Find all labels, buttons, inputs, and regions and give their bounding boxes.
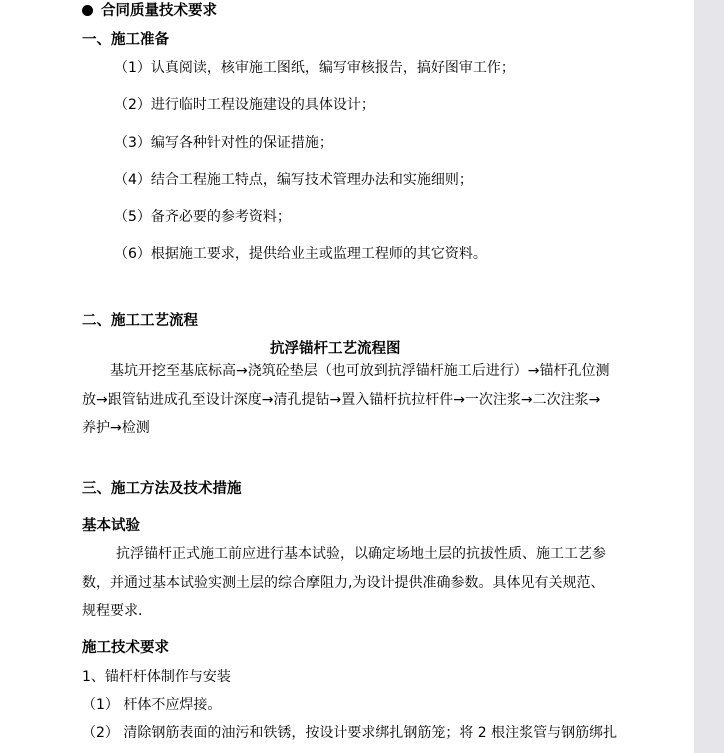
section-1-item-1: （1）认真阅读，核审施工图纸，编写审核报告，搞好图审工作； [114, 60, 515, 76]
basic-test-line-3: 规程要求. [82, 603, 143, 619]
subsection-1-title: 1、锚杆杆体制作与安装 [82, 669, 231, 685]
section-1-item-6: （6）根据施工要求，提供给业主或监理工程师的其它资料。 [114, 246, 487, 262]
flow-line-2: 放→跟管钻进成孔至设计深度→清孔提钻→置入锚杆抗拉杆件→一次注浆→二次注浆→ [82, 392, 601, 408]
bullet-icon [82, 5, 93, 16]
flow-chart-title: 抗浮锚杆工艺流程图 [270, 341, 401, 357]
section-1-item-2: （2）进行临时工程设施建设的具体设计； [114, 97, 375, 113]
section-2-title: 二、施工工艺流程 [82, 313, 198, 329]
tech-requirements-title: 施工技术要求 [82, 640, 169, 656]
subsection-1-item-2: （2） 清除钢筋表面的油污和铁锈，按设计要求绑扎钢筋笼；将 2 根注浆管与钢筋绑扎 [82, 725, 618, 741]
flow-line-1: 基坑开挖至基底标高→浇筑砼垫层（也可放到抗浮锚杆施工后进行）→锚杆孔位测 [110, 363, 610, 379]
section-1-title: 一、施工准备 [82, 32, 169, 48]
basic-test-line-1: 抗浮锚杆正式施工前应进行基本试验，以确定场地土层的抗拔性质、施工工艺参 [116, 546, 606, 562]
section-1-item-3: （3）编写各种针对性的保证措施； [114, 135, 333, 151]
basic-test-line-2: 数，并通过基本试验实测土层的综合摩阻力,为设计提供准确参数。具体见有关规范、 [82, 575, 605, 591]
subsection-1-item-1: （1） 杆体不应焊接。 [82, 697, 222, 713]
document-heading: 合同质量技术要求 [101, 3, 217, 19]
section-1-item-4: （4）结合工程施工特点，编写技术管理办法和实施细则； [114, 172, 473, 188]
scrollbar-gutter[interactable] [694, 0, 724, 753]
flow-line-3: 养护→检测 [82, 420, 150, 436]
section-3-title: 三、施工方法及技术措施 [82, 481, 242, 497]
basic-test-title: 基本试验 [82, 518, 140, 534]
section-1-item-5: （5）备齐必要的参考资料； [114, 209, 291, 225]
